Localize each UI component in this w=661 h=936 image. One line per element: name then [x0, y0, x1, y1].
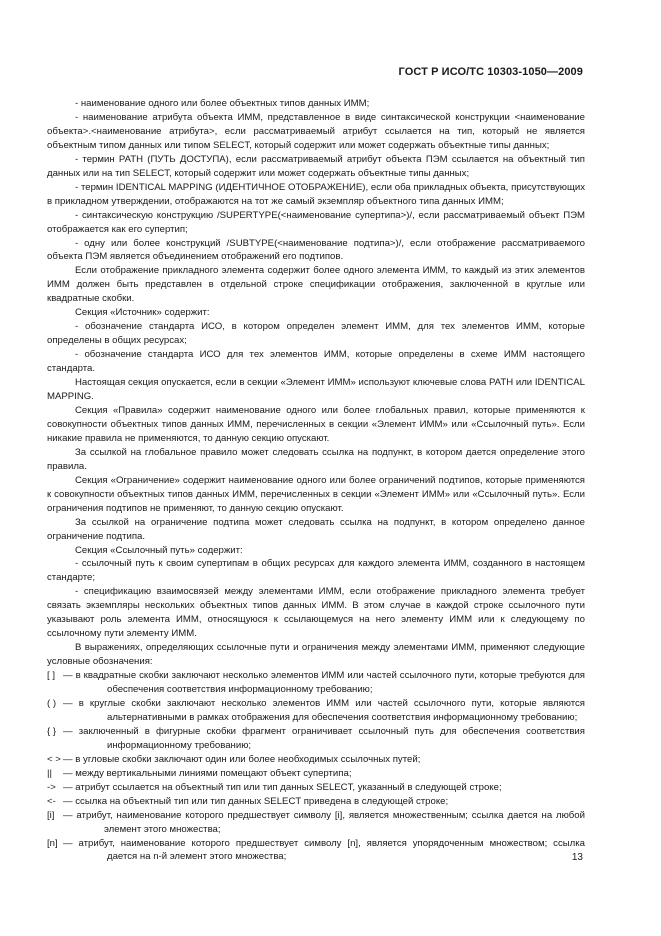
legend-symbol: || [47, 767, 52, 779]
legend-item [47, 809, 585, 837]
legend-text: — между вертикальными линиями помещают объект супертипа; [63, 767, 352, 779]
legend-item [47, 767, 585, 781]
legend-symbol: [n] [47, 837, 58, 849]
paragraph: - синтаксическую конструкцию /SUPERTYPE(<наименование супертипа>)/, если рассматриваемый объект ПЭМ отображается как его супертип; [47, 209, 585, 235]
document-header: ГОСТ Р ИСО/ТС 10303-1050—2009 [398, 66, 583, 78]
legend-text: — заключенный в фигурные скобки фрагмент ограничивает ссылочный путь для обеспечения соответствия информационному требованию; [63, 725, 585, 751]
paragraph: - наименование одного или более объектных типов данных ИММ; [75, 98, 370, 109]
paragraph: В выражениях, определяющих ссылочные пути и ограничения между элементами ИММ, применяют следующие условные обозначения: [47, 642, 585, 668]
legend-text: — атрибут ссылается на объектный тип или тип данных SELECT, указанный в следующей строке; [63, 781, 502, 793]
paragraph: - одну или более конструкций /SUBTYPE(<наименование подтипа>)/, если отображение рассматриваемого объекта ПЭМ является объединением отображений его подтипов. [47, 237, 585, 263]
paragraph: Настоящая секция опускается, если в секции «Элемент ИММ» используют ключевые слова PATH или IDENTICAL MAPPING. [47, 377, 585, 403]
legend-item [47, 669, 585, 697]
paragraph: Секция «Источник» содержит: [75, 307, 210, 319]
legend-item [47, 795, 585, 809]
legend-text: — атрибут, наименование которого предшествует символу [n], является упорядоченным множеством; ссылка дается на n-й элемент этого множества; [63, 837, 585, 863]
legend-text: — в угловые скобки заключают один или более необходимых ссылочных путей; [63, 753, 421, 765]
legend-symbol: [i] [47, 809, 55, 821]
paragraph: - обозначение стандарта ИСО для тех элементов ИММ, которые определены в схеме ИММ настоящего стандарта. [47, 349, 585, 375]
legend-text: — ссылка на объектный тип или тип данных SELECT приведена в следующей строке; [63, 795, 449, 807]
legend-symbol: -> [47, 781, 56, 793]
paragraph: Секция «Правила» содержит наименование одного или более глобальных правил, которые применяются к совокупности объектных типов данных ИММ, перечисленных в секции «Элемент ИММ» или «Ссылочный путь». Если никакие правила не применяются, то данную секцию опускают. [47, 404, 585, 444]
legend-symbol: ( ) [47, 697, 57, 709]
paragraph: - наименование атрибута объекта ИММ, представленное в виде синтаксической конструкции <наименование объекта>.<наименование атрибута>, если рассматриваемый атрибут ссылается на тип, который не является объектным типом данных или типом SELECT, который содержит или может содержать объектные типы данных; [47, 111, 585, 151]
legend-item [47, 725, 585, 753]
page-number: 13 [571, 852, 583, 863]
legend-symbol: <- [47, 795, 56, 807]
paragraph: - спецификацию взаимосвязей между элементами ИММ, если отображение прикладного элемента требует связать экземпляры нескольких объектных типов данных ИММ. В этом случае в каждой строке ссылочного пути указывают роль элемента ИММ, относящуюся к ссылающемуся на него элементу ИММ или к следующему по ссылочному пути элементу ИММ. [47, 586, 585, 640]
legend-symbol: { } [47, 725, 57, 737]
paragraph: Секция «Ссылочный путь» содержит: [75, 544, 243, 556]
paragraph: - термин IDENTICAL MAPPING (ИДЕНТИЧНОЕ ОТОБРАЖЕНИЕ), если оба прикладных объекта, присутствующих в прикладном утверждении, отображаются на тот же самый экземпляр объектного типа данных ИММ; [47, 181, 585, 207]
legend-text: — в круглые скобки заключают несколько элементов ИММ или частей ссылочного пути, которые являются альтернативными в рамках отображения для обеспечения соответствия информационному требованию; [63, 697, 585, 723]
legend-item [47, 753, 585, 767]
legend-item [47, 781, 585, 795]
legend-text: — в квадратные скобки заключают несколько элементов ИММ или частей ссылочного пути, которые требуются для обеспечения соответствия информационному требованию; [63, 670, 585, 696]
legend-item [47, 697, 585, 725]
paragraph: Если отображение прикладного элемента содержит более одного элемента ИММ, то каждый из этих элементов ИММ должен быть представлен в отдельной строке спецификации отображения, заключенной в круглые или квадратные скобки. [47, 265, 585, 305]
paragraph: - термин PATH (ПУТЬ ДОСТУПА), если рассматриваемый атрибут объекта ПЭМ ссылается на объектный тип данных или на тип SELECT, который содержит или может содержать объектные типы данных; [47, 153, 585, 179]
paragraph: - обозначение стандарта ИСО, в котором определен элемент ИММ, для тех элементов ИММ, которые определены в общих ресурсах; [47, 321, 585, 347]
paragraph: За ссылкой на ограничение подтипа может следовать ссылка на подпункт, в котором определено данное ограничение подтипа. [47, 516, 585, 542]
legend-symbol: [ ] [47, 670, 55, 682]
paragraph: За ссылкой на глобальное правило может следовать ссылка на подпункт, в котором дается определение этого правила. [47, 446, 585, 472]
legend-symbol: < > [47, 753, 61, 765]
paragraph: Секция «Ограничение» содержит наименование одного или более ограничений подтипов, которые применяются к совокупности объектных типов данных ИММ, перечисленных в секции «Элемент ИММ» или «Ссылочный путь». Если ограничения подтипов не применяют, то данную секцию опускают. [47, 474, 585, 514]
legend-item [47, 837, 585, 865]
page-body [47, 97, 585, 864]
legend-text: — атрибут, наименование которого предшествует символу [i], является множественным; ссылка дается на любой элемент этого множества; [63, 809, 585, 835]
paragraph: - ссылочный путь к своим супертипам в общих ресурсах для каждого элемента ИММ, созданного в настоящем стандарте; [47, 558, 585, 584]
